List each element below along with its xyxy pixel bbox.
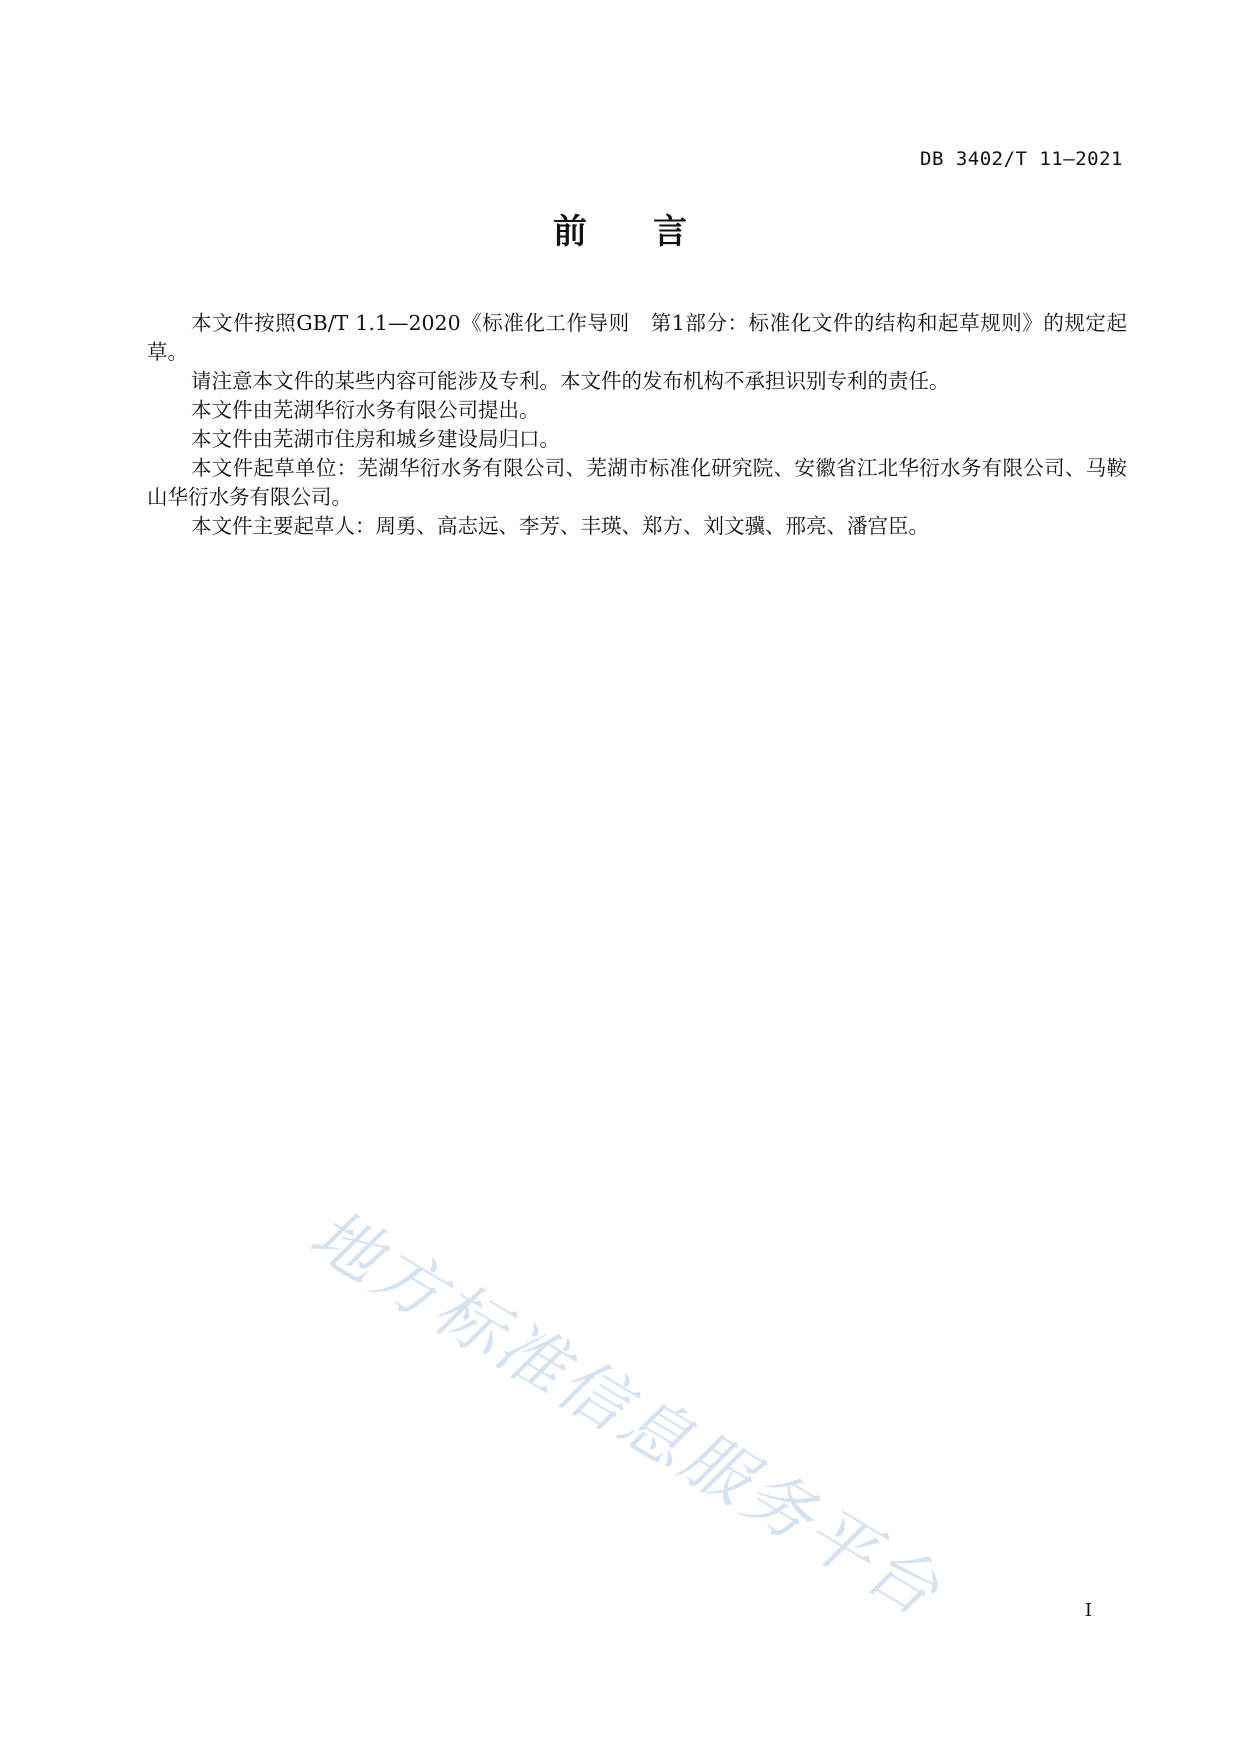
paragraph-administrator: 本文件由芜湖市住房和城乡建设局归口。 (191, 427, 560, 451)
document-code: DB 3402/T 11—2021 (920, 148, 1123, 170)
title-part-2: 言 (653, 212, 687, 252)
title-part-1: 前 (553, 212, 587, 252)
paragraph-drafting-rules: 本文件按照GB/T 1.1—2020《标准化工作导则 第1部分：标准化文件的结构和起草规则》的规定起草。 (147, 311, 1127, 364)
page-title (0, 204, 1240, 253)
page-number: I (1084, 1600, 1092, 1621)
paragraph-patent-notice: 请注意本文件的某些内容可能涉及专利。本文件的发布机构不承担识别专利的责任。 (191, 369, 950, 393)
watermark: 地方标准信息服务平台 (296, 1194, 955, 1634)
paragraph-proposer: 本文件由芜湖华衍水务有限公司提出。 (191, 398, 540, 422)
paragraph-drafters: 本文件主要起草人：周勇、高志远、李芳、丰瑛、郑方、刘文骥、邢亮、潘宫臣。 (191, 514, 929, 538)
preface-body (147, 309, 1127, 541)
paragraph-drafting-units: 本文件起草单位：芜湖华衍水务有限公司、芜湖市标准化研究院、安徽省江北华衍水务有限公司、马鞍山华衍水务有限公司。 (147, 456, 1127, 509)
